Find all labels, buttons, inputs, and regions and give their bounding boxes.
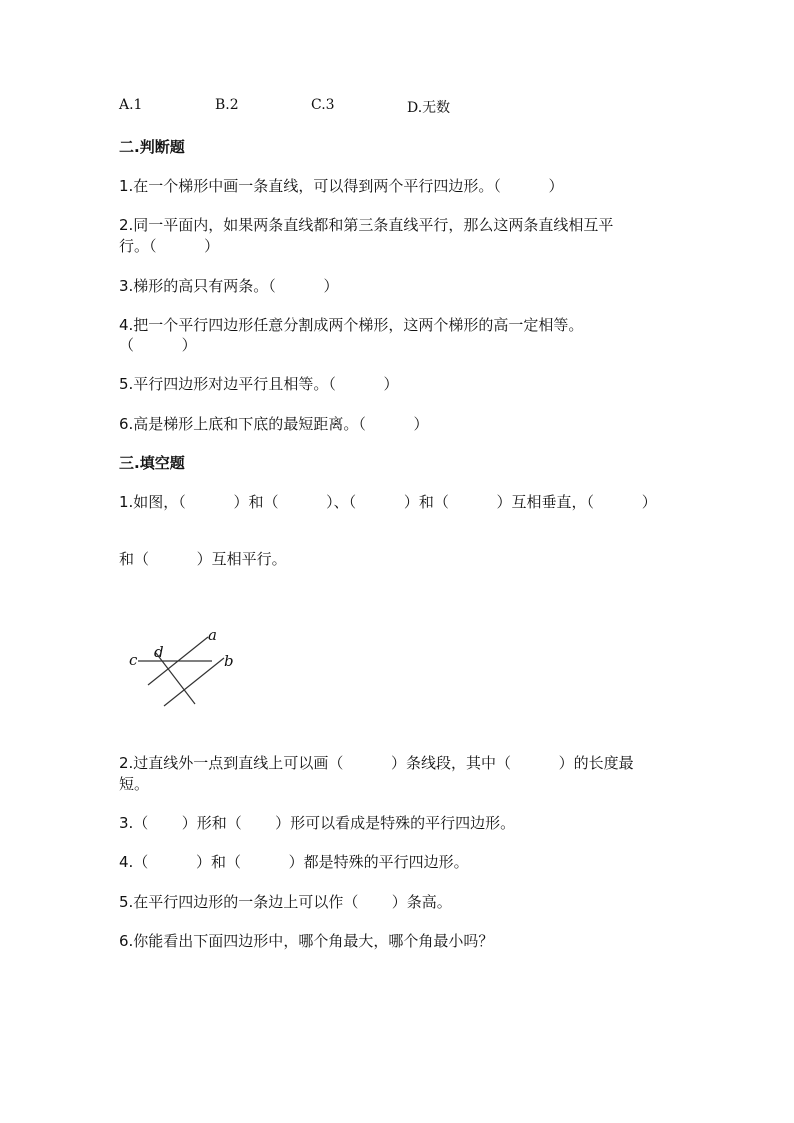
lines-figure	[120, 620, 250, 715]
judgement-item-1: 1.在一个梯形中画一条直线，可以得到两个平行四边形。（ ）	[119, 177, 564, 195]
section-heading-fill-in: 三.填空题	[119, 454, 185, 472]
fill-q4: 4.（ ）和（ ）都是特殊的平行四边形。	[119, 853, 469, 871]
judgement-item-3: 3.梯形的高只有两条。（ ）	[119, 277, 339, 295]
fill-q2-line2: 短。	[119, 775, 150, 793]
fill-q6: 6.你能看出下面四边形中，哪个角最大，哪个角最小吗？	[119, 932, 494, 950]
judgement-item-4-line1: 4.把一个平行四边形任意分割成两个梯形，这两个梯形的高一定相等。	[119, 316, 584, 334]
fill-q1-line2: 和（ ）互相平行。	[119, 550, 287, 568]
option-a: A.1	[119, 97, 143, 113]
judgement-item-2-line1: 2.同一平面内，如果两条直线都和第三条直线平行，那么这两条直线相互平	[119, 216, 614, 234]
section-heading-judgement: 二.判断题	[119, 138, 185, 156]
judgement-item-6: 6.高是梯形上底和下底的最短距离。（ ）	[119, 415, 429, 433]
label-a: a	[208, 626, 217, 644]
label-c: c	[129, 651, 138, 669]
fill-q3: 3.（ ）形和（ ）形可以看成是特殊的平行四边形。	[119, 814, 516, 832]
fill-q1-line1: 1.如图，（ ）和（ ）、（ ）和（ ）互相垂直，（ ）	[119, 493, 657, 511]
judgement-item-2-line2: 行。（ ）	[119, 237, 220, 255]
fill-q5: 5.在平行四边形的一条边上可以作（ ）条高。	[119, 893, 452, 911]
option-c: C.3	[311, 97, 335, 113]
option-b: B.2	[215, 97, 239, 113]
fill-q2-line1: 2.过直线外一点到直线上可以画（ ）条线段，其中（ ）的长度最	[119, 754, 634, 772]
option-d: D.无数	[407, 100, 451, 116]
judgement-item-5: 5.平行四边形对边平行且相等。（ ）	[119, 375, 399, 393]
label-d: d	[154, 643, 164, 661]
label-b: b	[224, 652, 234, 670]
judgement-item-4-line2: （ ）	[119, 336, 197, 354]
